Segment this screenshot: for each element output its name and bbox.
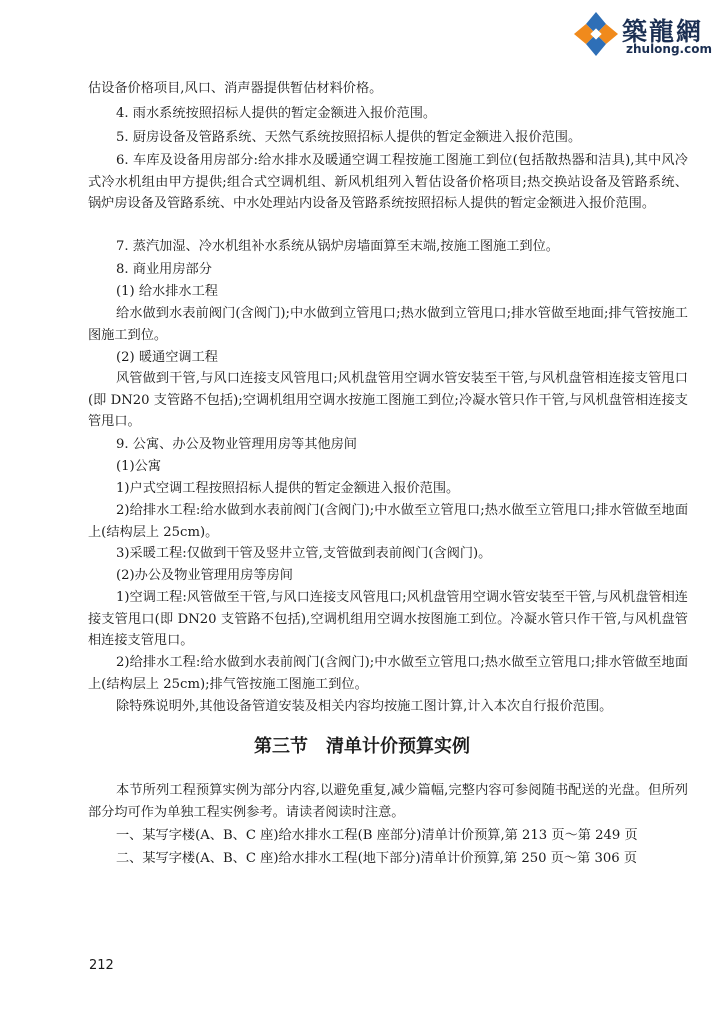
item-6-paragraph: 6. 车库及设备用房部分:给水排水及暖通空调工程按施工图施工到位(包括散热器和洁具),其中风冷式冷水机组由甲方提供;组合式空调机组、新风机组列入暂估设备价格项目;热交换站设备及管路系统、锅炉房设备及管路系统、中水处理站内设备及管路系统按照招标人提供的暂定金额进入报价范围。 (88, 153, 688, 212)
section-title: 第三节 清单计价预算实例 (254, 736, 470, 757)
zhulong-logo (568, 6, 718, 62)
sub-9-1-c: 3)采暖工程:仅做到干管及竖井立管,支管做到表前阀门(含阀门)。 (116, 546, 492, 561)
text-line: 5. 厨房设备及管路系统、天然气系统按照招标人提供的暂定金额进入报价范围。 (116, 130, 582, 145)
intro-paragraph: 本节所列工程预算实例为部分内容,以避免重复,减少篇幅,完整内容可参阅随书配送的光盘。但所列部分均可作为单独工程实例参考。请读者阅读时注意。 (88, 783, 688, 820)
item-7-line: 7. 蒸汽加湿、冷水机组补水系统从锅炉房墙面算至末端,按施工图施工到位。 (116, 239, 559, 254)
sub-1-heading: (1) 给水排水工程 (116, 284, 218, 299)
reference-line-2: 二、某写字楼(A、B、C 座)给水排水工程(地下部分)清单计价预算,第 250 页～第 306 页 (116, 851, 638, 866)
zhulong-emblem-icon (572, 10, 620, 58)
page-number: 212 (89, 958, 114, 973)
logo-chinese-name: 築龍網 (622, 17, 704, 46)
item-8-heading: 8. 商业用房部分 (116, 262, 212, 277)
sub-2-paragraph: 风管做到干管,与风口连接支风管甩口;风机盘管用空调水管安装至干管,与风机盘管相连接支管甩口(即 DN20 支管路不包括);空调机组用空调水按施工图施工到位;冷凝水管只作干管,与风机盘管相连接支管甩口。 (88, 371, 688, 430)
closing-paragraph: 除特殊说明外,其他设备管道安装及相关内容均按施工图计算,计入本次自行报价范围。 (116, 699, 613, 714)
sub-9-1-b: 2)给排水工程:给水做到水表前阀门(含阀门);中水做至立管甩口;热水做至立管甩口;排水管做至地面上(结构层上 25cm)。 (88, 503, 688, 540)
sub-9-1-a: 1)户式空调工程按照招标人提供的暂定金额进入报价范围。 (116, 481, 460, 496)
reference-line-1: 一、某写字楼(A、B、C 座)给水排水工程(B 座部分)清单计价预算,第 213 页～第 249 页 (116, 828, 638, 843)
sub-1-paragraph: 给水做到水表前阀门(含阀门);中水做到立管甩口;热水做到立管甩口;排水管做至地面;排气管按施工图施工到位。 (88, 306, 688, 343)
sub-2-heading: (2) 暖通空调工程 (116, 350, 218, 365)
sub-9-2-a: 1)空调工程:风管做至干管,与风口连接支风管甩口;风机盘管用空调水管安装至干管,与风机盘管相连接支管甩口(即 DN20 支管路不包括),空调机组用空调水按图施工到位。冷凝水管只作干管,与风机盘管相连接支管甩口。 (88, 590, 688, 649)
sub-9-1-heading: (1)公寓 (116, 459, 162, 474)
item-9-heading: 9. 公寓、办公及物业管理用房等其他房间 (116, 437, 357, 452)
text-line: 4. 雨水系统按照招标人提供的暂定金额进入报价范围。 (116, 106, 437, 121)
sub-9-2-b: 2)给排水工程:给水做到水表前阀门(含阀门);中水做至立管甩口;热水做至立管甩口;排水管做至地面上(结构层上 25cm);排气管按施工图施工到位。 (88, 655, 688, 692)
sub-9-2-heading: (2)办公及物业管理用房等房间 (116, 568, 293, 583)
text-line: 估设备价格项目,风口、消声器提供暂估材料价格。 (88, 81, 383, 96)
logo-domain[interactable]: zhulong.com (626, 42, 712, 56)
